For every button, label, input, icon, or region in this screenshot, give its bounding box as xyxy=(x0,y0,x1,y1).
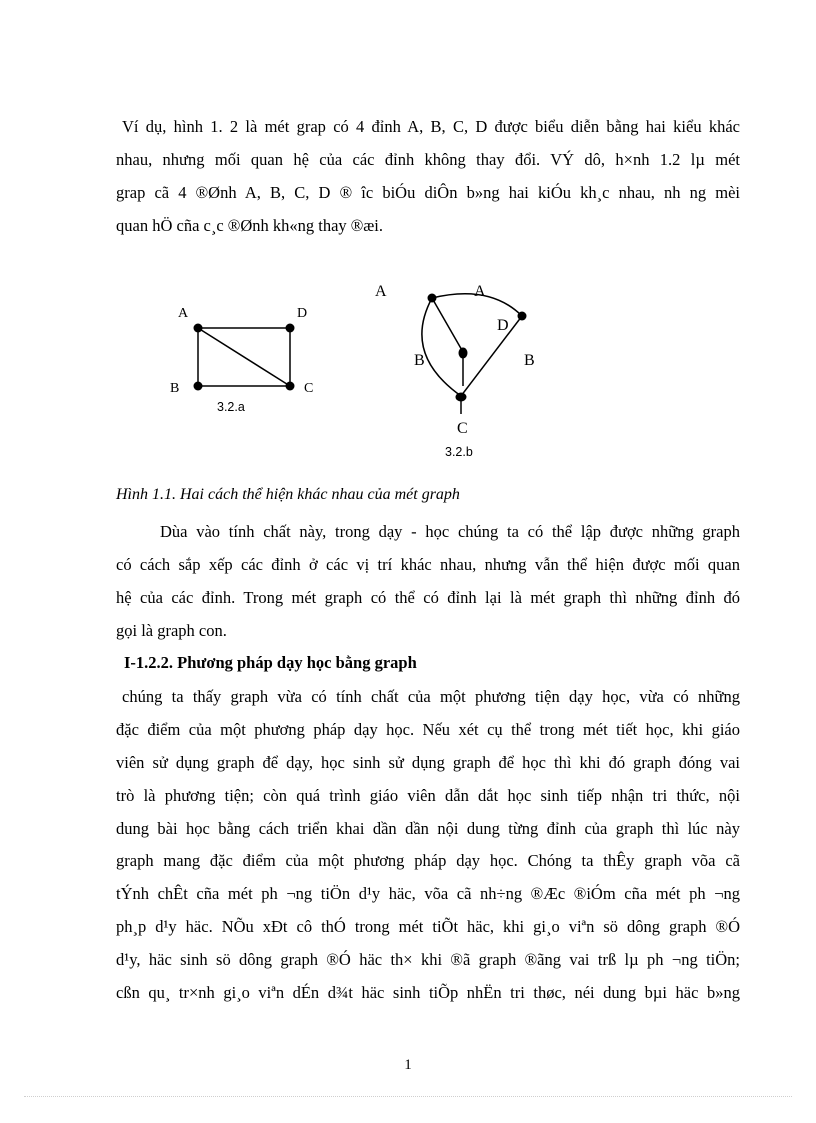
para3-line-2: đặc điểm của một phương pháp dạy học. Nếu xét cụ thể trong mét tiết học, khi giáo xyxy=(116,720,740,739)
graph-a-edge-ac xyxy=(198,328,290,386)
graph-a-vertex-c xyxy=(286,382,295,391)
graph-b-label-d: D xyxy=(497,317,509,334)
para3-line-1: chúng ta thấy graph vừa có tính chất của một phương tiện dạy học, vừa có những xyxy=(122,687,740,706)
para3-line-7: tÝnh chÊt cña mét ph ¬ng tiÖn d¹y häc, võa cã nh÷ng ®Æc ®iÓm cña mét ph ¬ng xyxy=(116,884,740,903)
graph-b-edge-d-c xyxy=(461,316,522,396)
graph-b-label-a-edge: A xyxy=(474,283,486,300)
graph-a-label-c: C xyxy=(304,381,314,396)
para2-line-2: có cách sắp xếp các đỉnh ở các vị trí khác nhau, nhưng vẫn thể hiện được mối quan xyxy=(116,555,740,574)
graph-a-label-a: A xyxy=(178,306,189,321)
graph-b-label-b-right: B xyxy=(524,352,535,369)
graph-b-label-c: C xyxy=(457,420,468,437)
graph-b-vertex-d xyxy=(518,312,527,321)
graph-a-label-d: D xyxy=(297,306,308,321)
para1-line-2: nhau, nhưng mối quan hệ của các đỉnh không thay đổi. VÝ dô, h×nh 1.2 lµ mét xyxy=(116,150,740,169)
para3-line-4: trò là phương tiện; còn quá trình giáo viên dẫn dắt học sinh tiếp nhận tri thức, nội xyxy=(116,786,740,805)
para1-line-3: grap cã 4 ®Ønh A, B, C, D ® îc biÓu diÔn b»ng hai kiÓu kh¸c nhau, nh ng mèi xyxy=(116,183,740,202)
page-number: 1 xyxy=(404,1057,412,1073)
graph-b-vertex-c xyxy=(456,393,467,402)
graph-b-edge-a-c-curve xyxy=(422,298,461,396)
section-heading: I-1.2.2. Phương pháp dạy học bằng graph xyxy=(124,653,417,672)
para3-line-9: d¹y, häc sinh sö dông graph ®Ó häc th× khi ®ã graph ®ãng vai trß lµ ph ¬ng tiÖn; xyxy=(116,950,740,969)
graph-drawings xyxy=(0,0,816,480)
para3-line-6: graph mang đặc điểm của một phương pháp dạy học. Chóng ta thÊy graph võa cã xyxy=(116,851,740,870)
para3-line-8: ph¸p d¹y häc. NÕu xÐt cô thÓ trong mét tiÕt häc, khi gi¸o viªn sö dông graph ®Ó xyxy=(116,917,740,936)
graph-a-label-b: B xyxy=(170,381,180,396)
para1-line-4: quan hÖ cña c¸c ®Ønh kh«ng thay ®æi. xyxy=(116,216,384,235)
para1-line-1: Ví dụ, hình 1. 2 là mét grap có 4 đỉnh A, B, C, D được biểu diễn bằng hai kiểu khác xyxy=(122,117,740,136)
para2-line-1: Dùa vào tính chất này, trong dạy - học chúng ta có thể lập được những graph xyxy=(160,522,740,541)
graph-a-vertex-a xyxy=(194,324,203,333)
graph-b xyxy=(422,294,522,414)
graph-b-vertex-a xyxy=(428,294,437,303)
graph-a-vertex-b xyxy=(194,382,203,391)
graph-b-edge-a-mid xyxy=(432,298,463,352)
para2-line-4: gọi là graph con. xyxy=(116,621,227,640)
graph-b-sublabel: 3.2.b xyxy=(445,445,473,459)
graph-b-vertex-mid xyxy=(459,348,468,359)
para3-line-5: dung bài học bằng cách triển khai dần dần nội dung từng đỉnh của graph thì lúc này xyxy=(116,819,740,838)
graph-a-vertex-d xyxy=(286,324,295,333)
figure-caption: Hình 1.1. Hai cách thể hiện khác nhau của mét graph xyxy=(116,486,460,503)
graph-a xyxy=(198,328,290,386)
graph-b-label-b-left: B xyxy=(414,352,425,369)
footer-divider xyxy=(24,1096,792,1097)
graph-b-label-a-outer: A xyxy=(375,283,387,300)
para3-line-10: cßn qu¸ tr×nh gi¸o viªn dÉn d¾t häc sinh tiÕp nhËn tri thøc, néi dung bµi häc b»ng xyxy=(116,983,740,1002)
graph-a-sublabel: 3.2.a xyxy=(217,400,245,414)
para3-line-3: viên sử dụng graph để dạy, học sinh sử dụng graph để học thì khi đó graph đóng vai xyxy=(116,753,740,772)
para2-line-3: hệ của các đỉnh. Trong mét graph có thể có đỉnh lại là mét graph thì những đỉnh đó xyxy=(116,588,740,607)
